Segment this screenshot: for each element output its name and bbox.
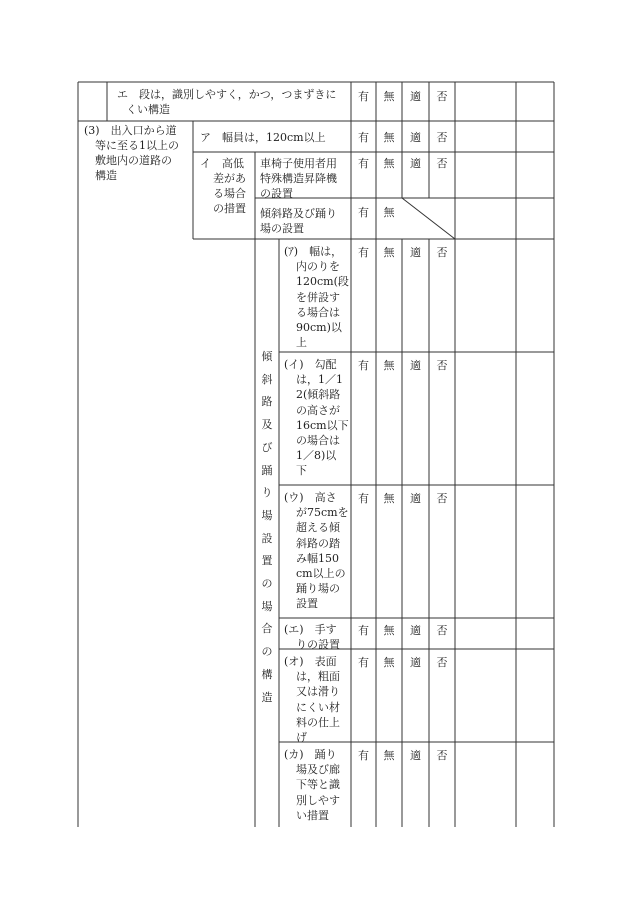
check-ng: 否 — [436, 492, 448, 505]
sub-item-line: 超える傾 — [296, 521, 340, 535]
sub-item-line: 2(傾斜路 — [296, 388, 341, 402]
sub-item-line: 別しやす — [296, 793, 340, 807]
check-ng: 否 — [436, 157, 448, 170]
section3-line4: 構造 — [95, 169, 117, 182]
check-no: 無 — [383, 624, 395, 637]
step-a-line4: の措置 — [213, 202, 246, 215]
step-a-line1: イ 高低 — [200, 157, 244, 170]
check-yes: 有 — [358, 656, 369, 669]
check-ok: 適 — [410, 624, 421, 637]
vertical-label-char: 場 — [261, 508, 273, 522]
check-no: 無 — [383, 749, 395, 762]
ramp-setup-line1: 傾斜路及び踊り — [260, 207, 337, 220]
sub-item-line: りの設置 — [296, 638, 340, 652]
check-ng: 否 — [436, 749, 448, 762]
check-no: 無 — [383, 246, 395, 259]
check-ng: 否 — [436, 624, 448, 637]
check-no: 無 — [383, 492, 395, 505]
sub-item-line: 踊り場の — [296, 582, 340, 596]
check-no: 無 — [383, 656, 395, 669]
sub-item-line: 内のりを — [296, 260, 340, 274]
sub-item-line: げ — [296, 731, 307, 744]
sub-item-line: の場合は — [296, 434, 340, 447]
section3-line1: (3) 出入口から道 — [84, 124, 177, 137]
sub-item-line: にくい材 — [296, 700, 340, 714]
vertical-label-char: 置 — [261, 554, 273, 568]
check-ng: 否 — [436, 90, 448, 103]
step-a-line2: 差があ — [213, 172, 246, 185]
vertical-label-char: 構 — [261, 667, 273, 681]
sub-item-line: 16cm以下 — [296, 418, 349, 432]
sub-item-line: 1／8)以 — [296, 449, 337, 463]
check-yes: 有 — [358, 246, 369, 259]
sub-item-line: の高さが — [296, 403, 340, 417]
check-ng: 否 — [436, 131, 448, 144]
sub-item-line: を併設す — [296, 290, 340, 304]
sub-item-line: は，粗面 — [296, 670, 340, 684]
check-ok: 適 — [410, 749, 421, 762]
check-yes: 有 — [358, 131, 369, 144]
sub-item-line: (エ) 手す — [284, 623, 337, 636]
check-ok: 適 — [410, 246, 421, 259]
sub-item-line: 料の仕上 — [296, 715, 340, 729]
check-no: 無 — [383, 359, 395, 372]
vertical-label-char: 造 — [261, 690, 273, 704]
width-row-label: ア 幅員は，120cm以上 — [200, 131, 326, 144]
sub-item-line: (ウ) 高さ — [284, 491, 337, 504]
vertical-label-char: 設 — [261, 531, 273, 545]
sub-item-line: い措置 — [296, 808, 329, 822]
sub-item-line: 上 — [296, 336, 307, 350]
check-ng: 否 — [436, 359, 448, 372]
vertical-label-char: 傾 — [261, 350, 273, 363]
check-ok: 適 — [410, 656, 421, 669]
vertical-label-char: 斜 — [261, 372, 273, 386]
check-ok: 適 — [410, 359, 421, 372]
check-yes: 有 — [358, 157, 369, 170]
sub-item-line: (カ) 踊り — [284, 748, 337, 761]
vertical-label-char: 踊 — [261, 463, 273, 477]
sub-item-line: 下等と識 — [296, 778, 340, 792]
check-no: 無 — [383, 131, 395, 144]
check-no: 無 — [383, 157, 395, 170]
sub-item-line: cm以上の — [296, 567, 346, 580]
sub-item-line: (ｱ) 幅は， — [284, 245, 343, 258]
check-no: 無 — [383, 206, 395, 219]
sub-item-line: 90cm)以 — [296, 321, 342, 334]
elevator-line2: 特殊構造昇降機 — [260, 172, 337, 185]
vertical-ramp-label — [260, 346, 274, 709]
sub-item-line: み幅150 — [296, 551, 339, 565]
sub-item-line: る場合は — [296, 305, 340, 319]
row-e-line1: エ 段は，識別しやすく，かつ，つまずきに — [117, 88, 337, 101]
elevator-line1: 車椅子使用者用 — [260, 157, 337, 170]
vertical-label-char: の — [261, 577, 273, 591]
sub-item-line: 下 — [296, 464, 307, 478]
check-yes: 有 — [358, 206, 369, 219]
check-ok: 適 — [410, 492, 421, 505]
vertical-label-char: 場 — [261, 599, 273, 613]
sub-item-line: は，1／1 — [296, 373, 343, 387]
sub-item-line: (イ) 勾配 — [284, 358, 337, 371]
check-yes: 有 — [358, 492, 369, 505]
check-ng: 否 — [436, 246, 448, 259]
section3-line2: 等に至る1以上の — [95, 139, 179, 152]
vertical-label-char: 及 — [261, 418, 273, 432]
check-ng: 否 — [436, 656, 448, 669]
section3-line3: 敷地内の道路の — [95, 154, 172, 167]
check-no: 無 — [383, 90, 395, 103]
check-yes: 有 — [358, 749, 369, 762]
sub-item-line: が75cmを — [296, 506, 349, 520]
sub-item-line: 設置 — [296, 597, 318, 611]
sub-item-line: 斜路の踏 — [296, 536, 340, 550]
vertical-label-char: の — [261, 645, 273, 659]
sub-item-line: 場及び廊 — [296, 763, 340, 777]
elevator-line3: の設置 — [260, 187, 293, 200]
check-ok: 適 — [410, 157, 421, 170]
row-e-line2: くい構造 — [126, 103, 170, 116]
vertical-label-char: り — [261, 486, 273, 500]
check-yes: 有 — [358, 624, 369, 637]
step-a-line3: る場合 — [213, 187, 246, 200]
check-yes: 有 — [358, 90, 369, 103]
ramp-setup-line2: 場の設置 — [260, 222, 304, 235]
vertical-label-char: 路 — [261, 395, 273, 409]
check-ok: 適 — [410, 131, 421, 144]
check-ok: 適 — [410, 90, 421, 103]
sub-item-line: 又は滑り — [296, 685, 340, 699]
check-yes: 有 — [358, 359, 369, 372]
sub-item-line: (オ) 表面 — [284, 655, 337, 668]
vertical-label-char: 合 — [261, 622, 273, 636]
diagonal-strike — [402, 198, 455, 239]
vertical-label-char: び — [261, 440, 273, 454]
sub-item-line: 120cm(段 — [296, 275, 349, 289]
